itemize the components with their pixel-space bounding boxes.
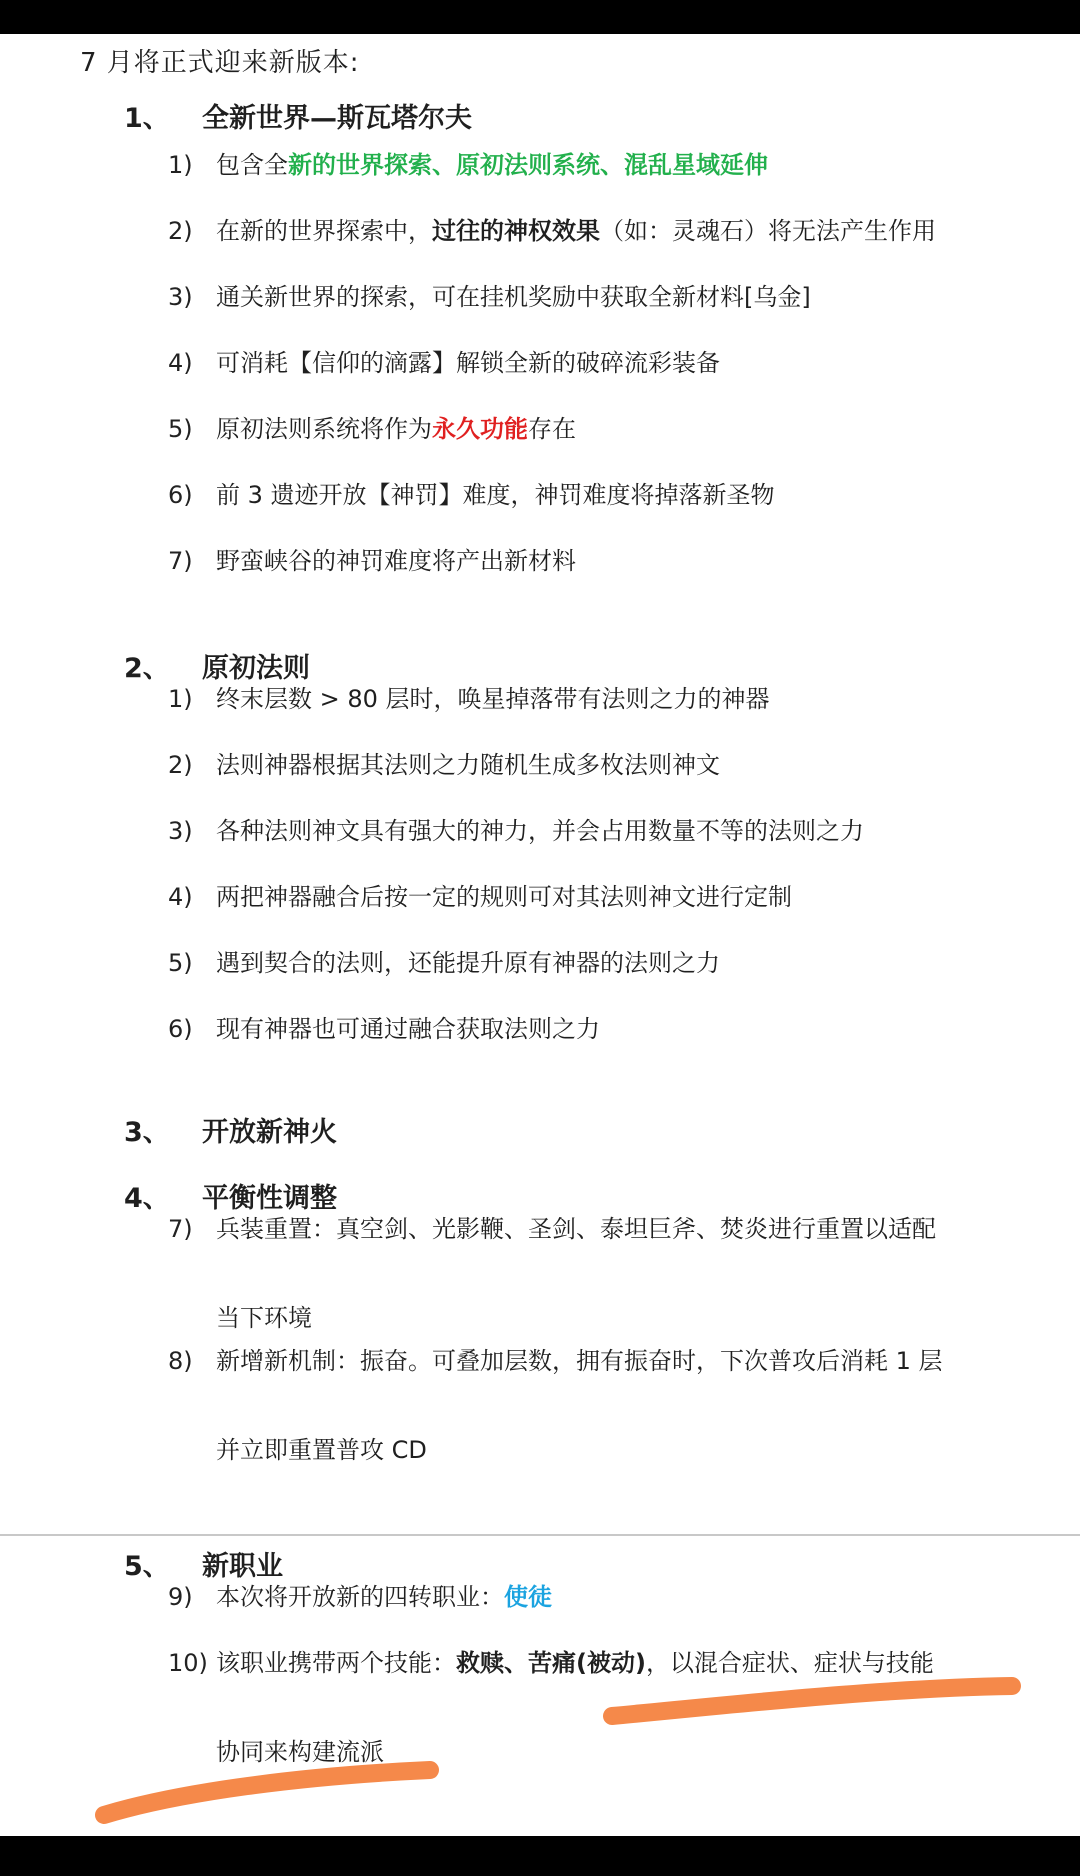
section-number: 3、 (124, 1117, 170, 1148)
highlight-red-text: 永久功能 (432, 415, 528, 443)
section-title: 原初法则 (202, 653, 310, 684)
section-number: 4、 (124, 1183, 170, 1214)
bold-text: 救赎、苦痛(被动) (456, 1649, 646, 1677)
intro-text: 7 月将正式迎来新版本: (80, 48, 360, 78)
list-item: 2) 在新的世界探索中，过往的神权效果（如：灵魂石）将无法产生作用 (168, 217, 936, 245)
bold-text: 过往的神权效果 (432, 217, 600, 245)
list-item: 5) 遇到契合的法则，还能提升原有神器的法则之力 (168, 949, 720, 977)
highlight-green-text: 新的世界探索、原初法则系统、混乱星域延伸 (288, 151, 768, 179)
list-item: 9) 本次将开放新的四转职业：使徒 (168, 1583, 552, 1611)
document-page[interactable] (0, 34, 1080, 1836)
section-number: 5、 (124, 1551, 170, 1582)
list-item-continuation: 协同来构建流派 (216, 1738, 384, 1766)
section-heading-3 (124, 1110, 337, 1149)
list-item-continuation: 当下环境 (216, 1304, 312, 1332)
list-item: 6) 前 3 遗迹开放【神罚】难度，神罚难度将掉落新圣物 (168, 481, 775, 509)
page-divider (0, 1534, 1080, 1536)
section-title: 全新世界—斯瓦塔尔夫 (202, 103, 472, 134)
section-number: 2、 (124, 653, 170, 684)
list-item: 1) 终末层数 > 80 层时，唤星掉落带有法则之力的神器 (168, 685, 770, 713)
list-item: 6) 现有神器也可通过融合获取法则之力 (168, 1015, 600, 1043)
list-item: 4) 可消耗【信仰的滴露】解锁全新的破碎流彩装备 (168, 349, 720, 377)
list-item: 3) 各种法则神文具有强大的神力，并会占用数量不等的法则之力 (168, 817, 864, 845)
section-heading-1 (124, 96, 472, 135)
list-item: 8) 新增新机制：振奋。可叠加层数，拥有振奋时，下次普攻后消耗 1 层 (168, 1347, 943, 1375)
list-item: 1) 包含全新的世界探索、原初法则系统、混乱星域延伸 (168, 151, 768, 179)
section-title: 新职业 (202, 1551, 283, 1582)
list-item: 4) 两把神器融合后按一定的规则可对其法则神文进行定制 (168, 883, 792, 911)
list-item: 3) 通关新世界的探索，可在挂机奖励中获取全新材料[乌金] (168, 283, 811, 311)
list-item-continuation: 并立即重置普攻 CD (216, 1436, 427, 1464)
status-bar (0, 0, 1080, 34)
list-item: 7) 野蛮峡谷的神罚难度将产出新材料 (168, 547, 576, 575)
list-item: 10) 该职业携带两个技能：救赎、苦痛(被动)，以混合症状、症状与技能 (168, 1649, 934, 1677)
list-item: 7) 兵装重置：真空剑、光影鞭、圣剑、泰坦巨斧、焚炎进行重置以适配 (168, 1215, 936, 1243)
section-number: 1、 (124, 103, 170, 134)
navigation-bar (0, 1836, 1080, 1876)
highlight-blue-text: 使徒 (504, 1583, 552, 1611)
section-title: 开放新神火 (202, 1117, 337, 1148)
section-title: 平衡性调整 (202, 1183, 337, 1214)
list-item: 5) 原初法则系统将作为永久功能存在 (168, 415, 576, 443)
list-item: 2) 法则神器根据其法则之力随机生成多枚法则神文 (168, 751, 720, 779)
